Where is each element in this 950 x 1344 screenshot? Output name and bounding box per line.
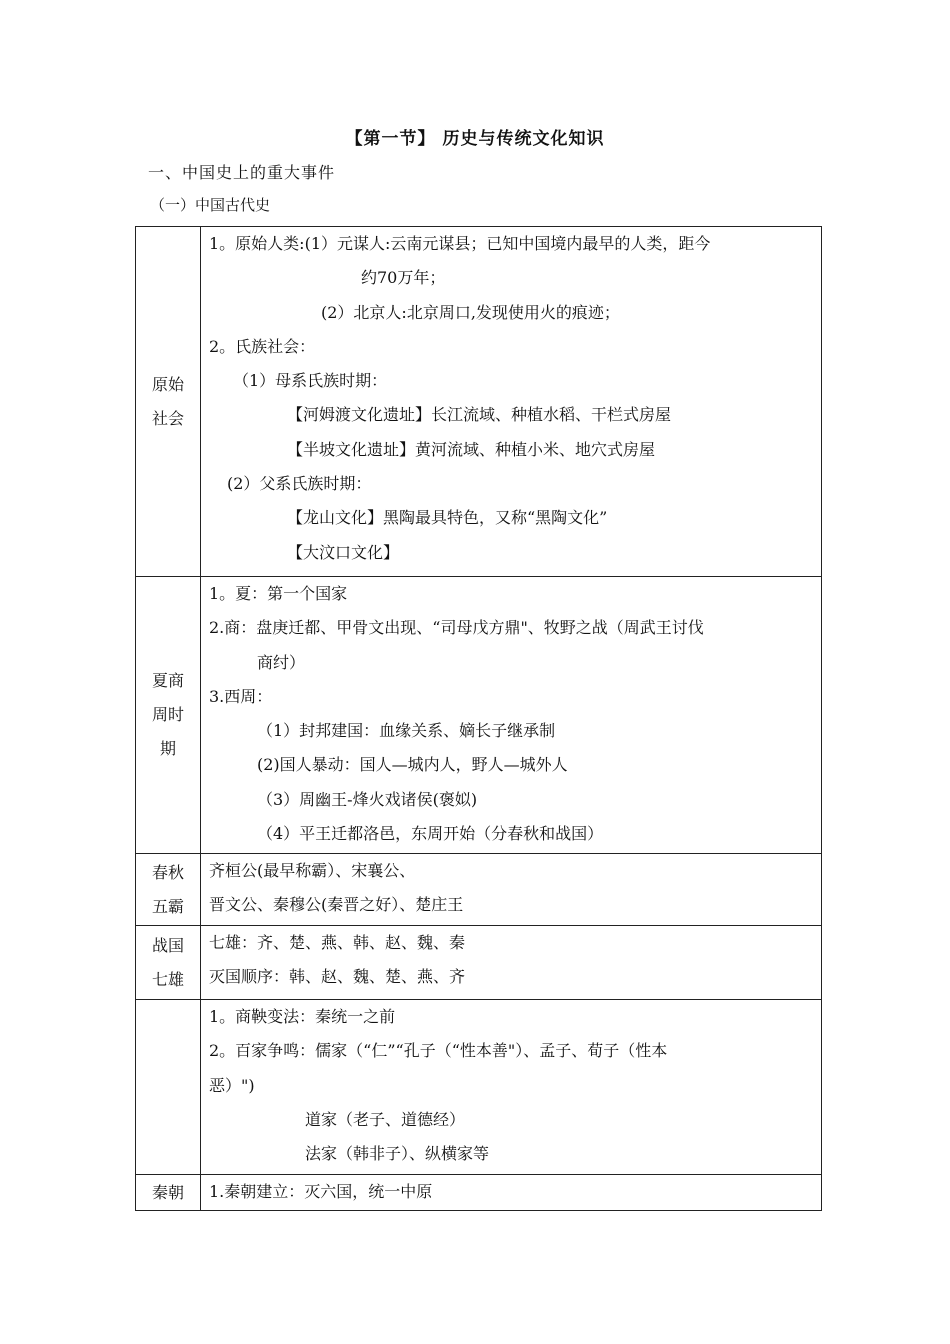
content-line: (2）北京人:北京周口,发现使用火的痕迹； <box>321 302 620 322</box>
content-line: 3.西周： <box>209 686 273 706</box>
content-line: 2.商：盘庚迁都、甲骨文出现、“司母戊方鼎"、牧野之战（周武王讨伐 <box>209 618 704 638</box>
table-row <box>136 1000 822 1175</box>
period-label-line: 春秋 <box>151 862 184 882</box>
content-line: 【半坡文化遗址】黄河流域、种植小米、地穴式房屋 <box>287 439 656 459</box>
content-line: 道家（老子、道德经） <box>305 1109 466 1129</box>
period-label-line: 七雄 <box>151 969 184 989</box>
content-line: 1.秦朝建立：灭六国，统一中原 <box>209 1182 433 1201</box>
period-label-line: 周时 <box>151 705 184 724</box>
content-cell <box>201 577 822 854</box>
content-cell <box>201 854 822 926</box>
history-table <box>135 226 822 1211</box>
content-line: 晋文公、秦穆公(秦晋之好）、楚庄王 <box>209 895 464 915</box>
content-line: 2。氏族社会： <box>209 336 316 356</box>
content-line: 七雄：齐、楚、燕、韩、赵、魏、秦 <box>209 933 466 952</box>
content-cell <box>201 1000 822 1175</box>
period-cell <box>136 227 201 577</box>
table-row <box>136 926 822 1000</box>
content-line: 法家（韩非子）、纵横家等 <box>305 1144 490 1164</box>
content-cell <box>201 926 822 1000</box>
content-line: 约70万年； <box>361 268 446 288</box>
content-line: （4）平王迁都洛邑，东周开始（分春秋和战国） <box>257 824 604 844</box>
period-label-line: 夏商 <box>151 671 184 690</box>
period-cell <box>136 1175 201 1211</box>
content-line: 齐桓公(最早称霸）、宋襄公、 <box>209 861 416 880</box>
period-label-line: 原始 <box>151 374 184 394</box>
content-line: 【河姆渡文化遗址】长江流域、种植水稻、干栏式房屋 <box>287 405 672 425</box>
content-line: 恶）") <box>209 1075 255 1095</box>
section-heading: 一、中国史上的重大事件 <box>148 163 336 182</box>
subsection-heading: （一）中国古代史 <box>150 196 271 214</box>
period-label-line: 五霸 <box>151 896 184 916</box>
period-label-line: 秦朝 <box>151 1182 184 1202</box>
period-cell <box>136 577 201 854</box>
period-cell <box>136 1000 201 1175</box>
content-line: 1。原始人类:(1）元谋人:云南元谋县；已知中国境内最早的人类，距今 <box>209 234 711 253</box>
content-cell <box>201 1175 822 1211</box>
content-line: 商纣） <box>257 652 306 672</box>
period-cell <box>136 854 201 926</box>
table-row <box>136 1175 822 1211</box>
period-cell <box>136 926 201 1000</box>
content-line: （1）封邦建国：血缘关系、嫡长子继承制 <box>257 721 556 741</box>
content-line: 2。百家争鸣：儒家（“仁”“孔子（“性本善"）、孟子、荀子（性本 <box>209 1041 668 1061</box>
table-row <box>136 854 822 926</box>
period-label-line: 社会 <box>151 408 184 428</box>
content-line: （3）周幽王-烽火戏诸侯(褒姒) <box>257 789 478 809</box>
content-cell <box>201 227 822 577</box>
content-line: 1。夏：第一个国家 <box>209 584 348 603</box>
table-row <box>136 577 822 854</box>
content-line: (2）父系氏族时期： <box>227 474 372 494</box>
period-label-line: 期 <box>159 739 176 758</box>
content-line: （1）母系氏族时期： <box>233 371 388 391</box>
period-label-line: 战国 <box>151 935 184 955</box>
page-title: 【第一节】 历史与传统文化知识 <box>345 129 605 149</box>
content-line: 【龙山文化】黑陶最具特色，又称“黑陶文化” <box>287 508 608 528</box>
content-line: 【大汶口文化】 <box>287 542 400 562</box>
content-line: 灭国顺序：韩、赵、魏、楚、燕、齐 <box>209 967 466 987</box>
table-row <box>136 227 822 577</box>
content-line: 1。商鞅变法：秦统一之前 <box>209 1007 396 1026</box>
content-line: (2)国人暴动：国人—城内人，野人—城外人 <box>257 755 568 775</box>
